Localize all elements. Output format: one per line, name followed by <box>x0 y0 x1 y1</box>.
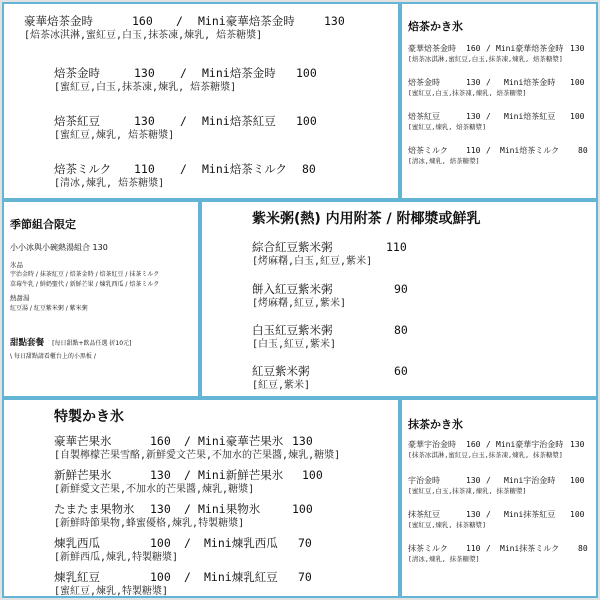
price-separator: / <box>486 544 491 553</box>
item-description: [蜜紅豆,煉乳,特製糖漿] <box>54 586 169 597</box>
item-description: [清冰,煉乳, 焙茶糖漿] <box>54 178 165 189</box>
item-price: 160 <box>466 44 481 53</box>
item-price: 130 <box>150 502 171 516</box>
mini-item-name: Mini煉乳西瓜 <box>204 536 278 550</box>
item-price: 100 <box>150 570 171 584</box>
item-name: 抹茶ミルク <box>408 544 448 553</box>
ice-options-line2: 草莓牛乳 / 鮮奶聖代 / 新鮮芒果 / 煉乳西瓜 / 焙茶ミルク <box>10 281 160 288</box>
item-description: [新鮮時節果物,蜂蜜優格,煉乳,特製糖漿] <box>54 518 245 529</box>
menu-item <box>408 510 585 529</box>
item-description: [清冰,煉乳, 焙茶糖漿] <box>408 157 480 165</box>
item-description: [新鮮西瓜,煉乳,特製糖漿] <box>54 552 179 563</box>
mini-item-name: Mini豪華焙茶金時 <box>496 44 564 53</box>
item-price: 130 <box>134 66 155 80</box>
item-name: 焙茶ミルク <box>54 162 112 176</box>
item-price: 130 <box>466 476 481 485</box>
soup-label: 熱甜湯 <box>10 294 30 302</box>
mini-item-price: 70 <box>298 570 312 584</box>
mini-item-name: Mini豪華芒果氷 <box>198 434 284 448</box>
panel-seasonal-combo <box>2 200 200 398</box>
mini-item-name: Mini抹茶ミルク <box>500 544 560 553</box>
mini-item-price: 100 <box>570 510 585 519</box>
item-name: 焙茶金時 <box>54 66 100 80</box>
mini-item-price: 130 <box>292 434 313 448</box>
mini-item-price: 70 <box>298 536 312 550</box>
price-separator: / <box>486 476 491 485</box>
price-separator: / <box>486 440 491 449</box>
mini-item-price: 100 <box>570 476 585 485</box>
price-separator: / <box>486 510 491 519</box>
item-description: [蜜紅豆,煉乳, 焙茶糖漿] <box>408 123 487 131</box>
item-name: 焙茶ミルク <box>408 146 448 155</box>
item-name: 豪華宇治金時 <box>408 440 456 449</box>
item-price: 160 <box>150 434 171 448</box>
menu-item <box>252 240 407 268</box>
price-separator: / <box>176 14 183 28</box>
menu-item <box>408 476 585 495</box>
panel-title: 特製かき氷 <box>54 409 124 425</box>
item-description: [紅豆,紫米] <box>252 380 311 391</box>
mini-item-price: 100 <box>292 502 313 516</box>
item-name: 餅入紅豆紫米粥 <box>252 282 333 296</box>
item-description: [烤麻糬,白玉,紅豆,紫米] <box>252 256 373 267</box>
price-separator: / <box>180 114 187 128</box>
price-separator: / <box>486 78 491 87</box>
mini-item-price: 80 <box>578 146 588 155</box>
panel-hojicha-small <box>400 2 598 200</box>
price-separator: / <box>180 162 187 176</box>
menu-item <box>54 502 313 530</box>
mini-item-price: 130 <box>570 440 585 449</box>
panel-hojicha-large <box>2 2 400 200</box>
menu-item <box>252 364 408 392</box>
item-name: 焙茶紅豆 <box>408 112 440 121</box>
price-separator: / <box>486 44 491 53</box>
item-name: 豪華焙茶金時 <box>24 14 93 28</box>
mini-item-name: Mini豪華焙茶金時 <box>198 14 295 28</box>
mini-item-name: Mini焙茶金時 <box>504 78 556 87</box>
item-description: [烤麻糬,紅豆,紫米] <box>252 298 347 309</box>
mini-item-price: 100 <box>296 114 317 128</box>
mini-item-name: Mini焙茶ミルク <box>500 146 560 155</box>
item-price: 90 <box>394 282 408 296</box>
menu-item <box>252 282 408 310</box>
mini-item-price: 100 <box>570 112 585 121</box>
mini-item-price: 80 <box>578 544 588 553</box>
mini-item-name: Mini焙茶ミルク <box>202 162 287 176</box>
soup-options: 紅豆湯 / 紅豆紫米粥 / 紫米粥 <box>10 305 88 312</box>
mini-item-name: Mini宇治金時 <box>504 476 556 485</box>
mini-item-name: Mini焙茶紅豆 <box>202 114 276 128</box>
item-description: [蜜紅豆,白玉,抹茶凍,煉乳, 焙茶糖漿] <box>54 82 237 93</box>
item-name: 綜合紅豆紫米粥 <box>252 240 333 254</box>
item-name: 焙茶金時 <box>408 78 440 87</box>
menu-item <box>408 440 585 459</box>
price-separator: / <box>184 570 191 584</box>
item-name: 新鮮芒果氷 <box>54 468 112 482</box>
item-price: 110 <box>386 240 407 254</box>
price-separator: / <box>184 536 191 550</box>
item-price: 110 <box>466 544 481 553</box>
mini-item-name: Mini焙茶金時 <box>202 66 276 80</box>
item-description: [蜜紅豆,煉乳, 焙茶糖漿] <box>54 130 175 141</box>
panel-matcha-small <box>400 398 598 598</box>
mini-item-price: 100 <box>296 66 317 80</box>
price-separator: / <box>184 502 191 516</box>
item-name: たまたま果物氷 <box>54 502 135 516</box>
panel-special-shaved-ice <box>2 398 400 598</box>
menu-item <box>54 536 312 564</box>
menu-item <box>54 468 323 496</box>
item-price: 80 <box>394 323 408 337</box>
menu-item <box>54 434 340 462</box>
item-price: 160 <box>466 440 481 449</box>
item-name: 豪華焙茶金時 <box>408 44 456 53</box>
menu-item <box>24 14 345 42</box>
menu-item <box>408 544 588 563</box>
menu-item <box>408 146 588 165</box>
item-price: 110 <box>134 162 155 176</box>
item-name: 白玉紅豆紫米粥 <box>252 323 333 337</box>
mini-item-name: Mini焙茶紅豆 <box>504 112 556 121</box>
combo-offer: 小小冰與小碗熱湯組合 130 <box>10 243 108 252</box>
dessert-set-title: 甜點套餐 <box>10 338 45 348</box>
item-description: [抹茶冰淇淋,蜜紅豆,白玉,抹茶凍,煉乳, 抹茶糖漿] <box>408 451 563 459</box>
price-separator: / <box>486 112 491 121</box>
item-name: 宇治金時 <box>408 476 440 485</box>
item-price: 100 <box>150 536 171 550</box>
mini-item-name: Mini抹茶紅豆 <box>504 510 556 519</box>
panel-title: 紫米粥(熱) 内用附茶 / 附椰漿或鮮乳 <box>252 211 481 227</box>
mini-item-price: 130 <box>324 14 345 28</box>
item-price: 130 <box>150 468 171 482</box>
price-separator: / <box>184 434 191 448</box>
menu-item <box>54 66 317 94</box>
mini-item-name: Mini煉乳紅豆 <box>204 570 278 584</box>
item-name: 抹茶紅豆 <box>408 510 440 519</box>
panel-title: 抹茶かき氷 <box>408 418 463 431</box>
mini-item-name: Mini豪華宇治金時 <box>496 440 564 449</box>
price-separator: / <box>486 146 491 155</box>
item-description: [新鮮愛文芒果,不加水的芒果醬,煉乳,糖漿] <box>54 484 255 495</box>
mini-item-name: Mini果物氷 <box>198 502 261 516</box>
menu-item <box>408 78 585 97</box>
menu-item <box>408 44 585 63</box>
item-description: [焙茶冰淇淋,蜜紅豆,白玉,抹茶凍,煉乳, 焙茶糖漿] <box>24 30 263 41</box>
menu-item <box>408 112 585 131</box>
item-price: 160 <box>132 14 153 28</box>
item-description: [焙茶冰淇淋,蜜紅豆,白玉,抹茶凍,煉乳, 焙茶糖漿] <box>408 55 563 63</box>
panel-title: 季節組合限定 <box>10 218 76 231</box>
dessert-set-note: [每日甜點+飲品任選 折10元] <box>52 340 132 347</box>
item-description: [蜜紅豆,白玉,抹茶凍,煉乳, 抹茶糖漿] <box>408 487 527 495</box>
mini-item-price: 130 <box>570 44 585 53</box>
item-price: 130 <box>466 112 481 121</box>
footer-note: \ 每日甜點請看櫃台上的小黑板 / <box>10 353 96 360</box>
price-separator: / <box>180 66 187 80</box>
mini-item-price: 80 <box>302 162 316 176</box>
mini-item-name: Mini新鮮芒果氷 <box>198 468 284 482</box>
menu-item <box>54 162 316 190</box>
panel-purple-rice-porridge <box>200 200 598 398</box>
item-name: 紅豆紫米粥 <box>252 364 310 378</box>
item-name: 焙茶紅豆 <box>54 114 100 128</box>
price-separator: / <box>184 468 191 482</box>
item-name: 豪華芒果氷 <box>54 434 112 448</box>
menu-item <box>54 114 317 142</box>
mini-item-price: 100 <box>302 468 323 482</box>
item-price: 110 <box>466 146 481 155</box>
item-description: [自製檸檬芒果雪酪,新鮮愛文芒果,不加水的芒果醬,煉乳,糖漿] <box>54 450 341 461</box>
item-price: 130 <box>134 114 155 128</box>
menu-item <box>252 323 408 351</box>
mini-item-price: 100 <box>570 78 585 87</box>
item-description: [白玉,紅豆,紫米] <box>252 339 337 350</box>
menu-item <box>54 570 312 598</box>
item-name: 煉乳紅豆 <box>54 570 100 584</box>
panel-title: 焙茶かき氷 <box>408 20 463 33</box>
ice-label: 氷品 <box>10 261 23 269</box>
item-description: [蜜紅豆,白玉,抹茶凍,煉乳, 焙茶糖漿] <box>408 89 527 97</box>
ice-options-line1: 宇治金時 / 抹茶紅豆 / 焙茶金時 / 焙茶紅豆 / 抹茶ミルク <box>10 271 160 278</box>
item-name: 煉乳西瓜 <box>54 536 100 550</box>
dessert-set <box>10 330 131 349</box>
item-price: 130 <box>466 510 481 519</box>
item-price: 60 <box>394 364 408 378</box>
item-description: [清冰,煉乳, 抹茶糖漿] <box>408 555 480 563</box>
item-description: [蜜紅豆,煉乳, 抹茶糖漿] <box>408 521 487 529</box>
item-price: 130 <box>466 78 481 87</box>
